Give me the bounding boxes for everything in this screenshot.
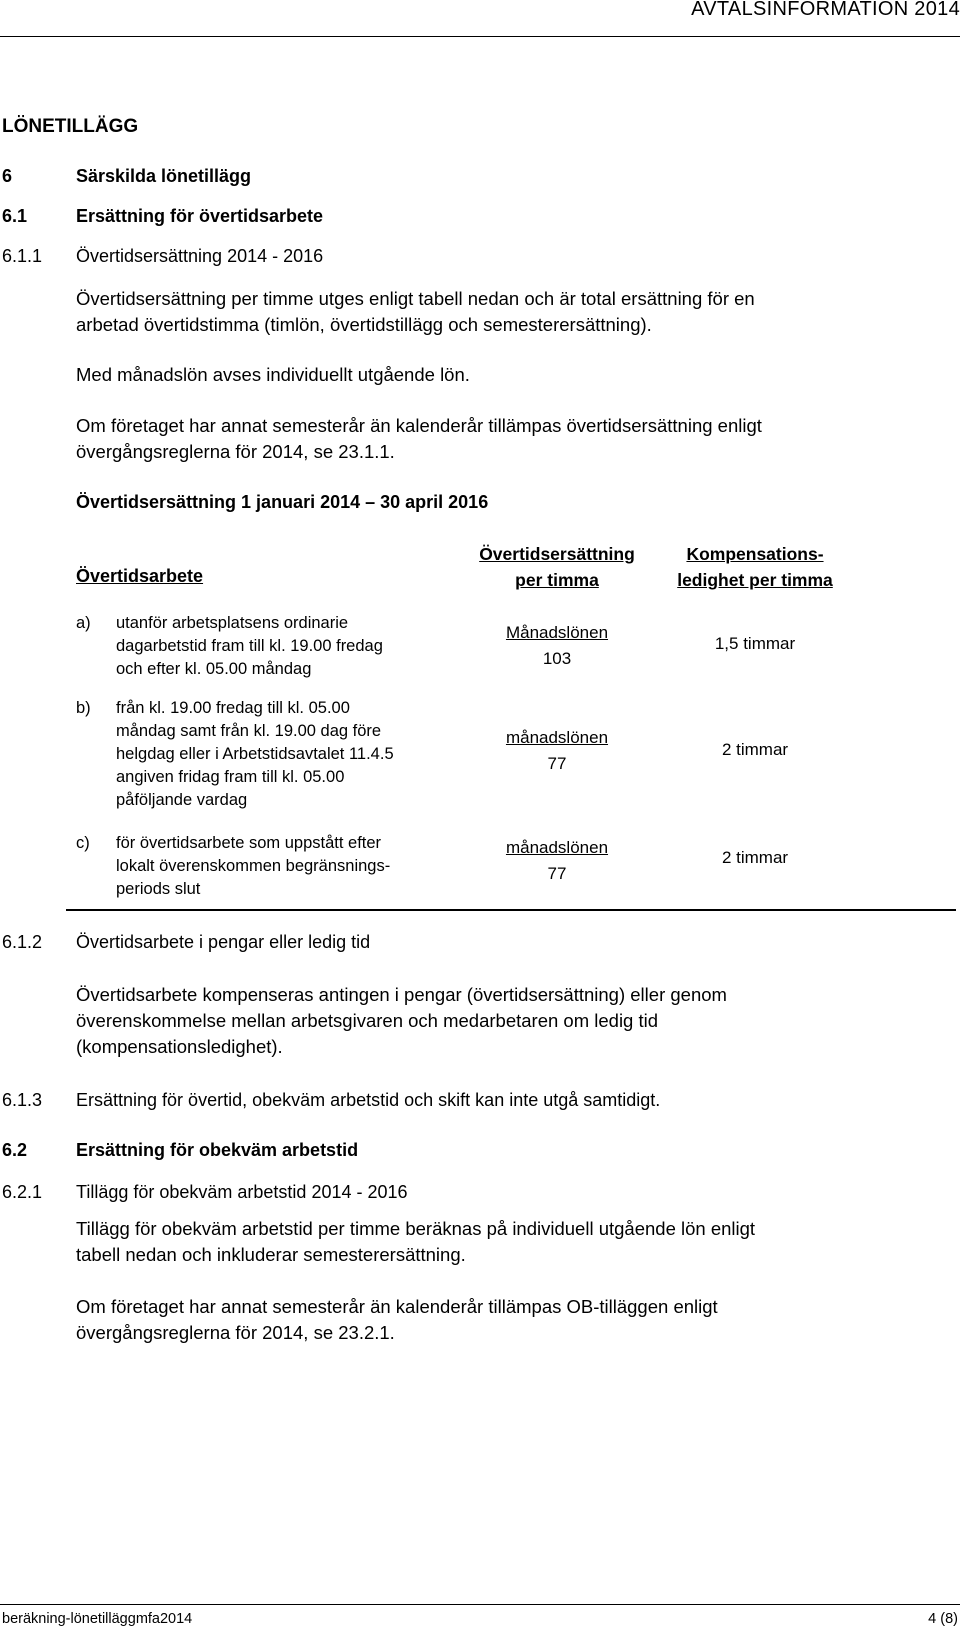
row-line: måndag samt från kl. 19.00 dag före — [116, 722, 382, 740]
table-row-a-rate — [462, 620, 652, 672]
rate-value: 77 — [547, 864, 567, 883]
paragraph: Om företaget har annat semesterår än kalenderår tillämpas OB-tilläggen enligt övergångsreglerna för 2014, se 23.2.1. — [76, 1296, 718, 1343]
header-line: Kompensations- — [686, 544, 824, 564]
footer-page-number: 4 (8) — [928, 1611, 958, 1627]
heading-6-2 — [2, 1140, 358, 1161]
heading-number: 6.1.3 — [2, 1090, 43, 1110]
section-title: LÖNETILLÄGG — [2, 116, 139, 137]
heading-title: Särskilda lönetillägg — [76, 166, 252, 186]
table-row-b-rate — [462, 725, 652, 777]
table-header-compensation — [655, 541, 855, 593]
table-row-b-compensation: 2 timmar — [721, 740, 789, 759]
header-line: per timma — [515, 570, 599, 590]
table-row-b-label: b) — [76, 699, 91, 717]
table-row-b-text — [116, 697, 456, 812]
paragraph: Med månadslön avses individuellt utgående lön. — [76, 364, 470, 385]
rate-label: månadslönen — [505, 728, 609, 747]
table-caption: Övertidsersättning 1 januari 2014 – 30 april 2016 — [76, 492, 489, 512]
row-line: dagarbetstid fram till kl. 19.00 fredag — [116, 637, 383, 655]
header-line: ledighet per timma — [677, 570, 833, 590]
heading-number: 6.2 — [2, 1140, 28, 1160]
row-line: för övertidsarbete som uppstått efter — [116, 834, 382, 852]
table-row-a-text — [116, 612, 456, 681]
paragraph: Tillägg för obekväm arbetstid per timme beräknas på individuell utgående lön enligt tabell nedan och inkluderar semesterersättning. — [76, 1218, 756, 1265]
table-row-c-label: c) — [76, 834, 90, 852]
heading-number: 6.1.2 — [2, 932, 43, 952]
paragraph: Övertidsarbete kompenseras antingen i pengar (övertidsersättning) eller genom överenskommelse mellan arbetsgivaren och medarbetaren om ledig tid (kompensationsledighet). — [76, 984, 727, 1057]
rate-label: Månadslönen — [505, 623, 609, 642]
rate-value: 77 — [547, 754, 567, 773]
table-header-overtime: Övertidsarbete — [76, 566, 204, 586]
paragraph: Övertidsersättning per timme utges enligt tabell nedan och är total ersättning för en arbetad övertidstimma (timlön, övertidstillägg och semesterersättning). — [76, 288, 755, 335]
table-row-c-compensation: 2 timmar — [721, 848, 789, 867]
heading-number: 6.1.1 — [2, 246, 43, 266]
table-bottom-border — [66, 909, 956, 911]
footer-rule — [0, 1604, 960, 1605]
heading-number: 6 — [2, 166, 13, 186]
page-header: AVTALSINFORMATION 2014 — [691, 0, 960, 20]
heading-title: Övertidsarbete i pengar eller ledig tid — [76, 932, 371, 952]
header-rule — [0, 36, 960, 37]
heading-title: Ersättning för obekväm arbetstid — [76, 1140, 359, 1160]
rate-value: 103 — [542, 649, 572, 668]
heading-6-1-2 — [2, 932, 370, 953]
row-line: påföljande vardag — [116, 791, 248, 809]
row-line: helgdag eller i Arbetstidsavtalet 11.4.5 — [116, 745, 394, 763]
heading-title: Övertidsersättning 2014 - 2016 — [76, 246, 324, 266]
row-line: och efter kl. 05.00 måndag — [116, 660, 312, 678]
paragraph: Om företaget har annat semesterår än kalenderår tillämpas övertidsersättning enligt övergångsreglerna för 2014, se 23.1.1. — [76, 415, 762, 462]
heading-6-1-3 — [2, 1090, 660, 1111]
table-header-rate — [462, 541, 652, 593]
footer-filename: beräkning-lönetilläggmfa2014 — [2, 1611, 193, 1627]
table-row-a-label: a) — [76, 614, 91, 632]
table-row-a-compensation: 1,5 timmar — [714, 634, 796, 653]
table-row-c-text — [116, 832, 456, 901]
heading-6-2-1 — [2, 1182, 408, 1203]
row-line: från kl. 19.00 fredag till kl. 05.00 — [116, 699, 350, 717]
row-line: lokalt överenskommen begränsnings- — [116, 857, 391, 875]
heading-6-1 — [2, 206, 323, 227]
row-line: periods slut — [116, 880, 201, 898]
header-line: Övertidsersättning — [479, 544, 635, 564]
heading-title: Tillägg för obekväm arbetstid 2014 - 2016 — [76, 1182, 408, 1202]
heading-6-1-1 — [2, 246, 323, 267]
heading-6 — [2, 166, 251, 187]
heading-title: Ersättning för övertid, obekväm arbetstid och skift kan inte utgå samtidigt. — [76, 1090, 661, 1110]
heading-number: 6.1 — [2, 206, 28, 226]
heading-title: Ersättning för övertidsarbete — [76, 206, 324, 226]
heading-number: 6.2.1 — [2, 1182, 43, 1202]
row-line: utanför arbetsplatsens ordinarie — [116, 614, 349, 632]
rate-label: månadslönen — [505, 838, 609, 857]
table-row-c-rate — [462, 835, 652, 887]
row-line: angiven fridag fram till kl. 05.00 — [116, 768, 345, 786]
